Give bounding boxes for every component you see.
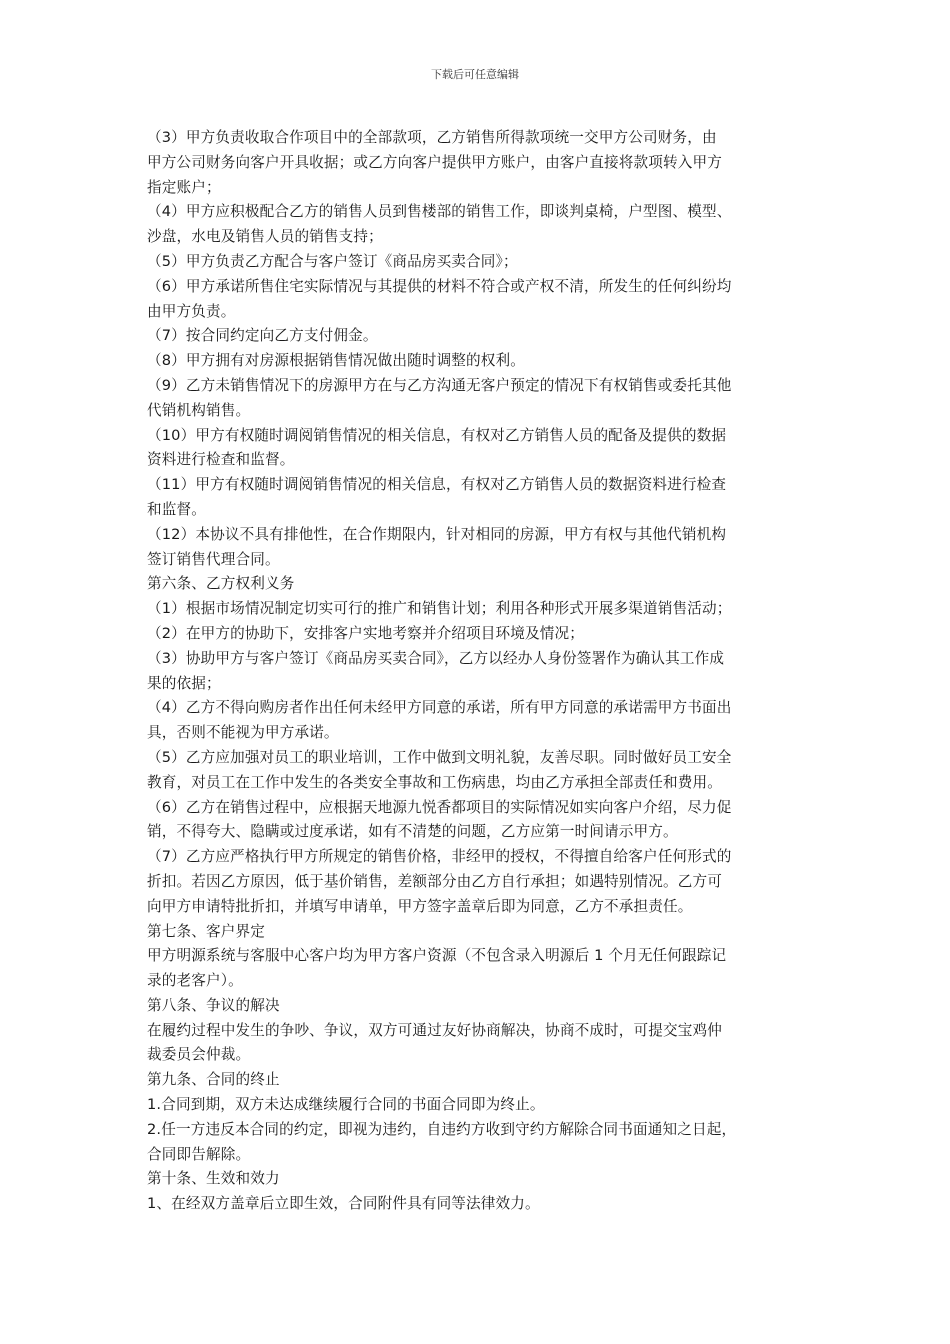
page-header-note: 下载后可任意编辑 (431, 68, 519, 81)
text-line: 录的老客户）。 (147, 972, 243, 990)
text-line: （5）甲方负责乙方配合与客户签订《商品房买卖合同》； (147, 252, 518, 270)
text-line: 沙盘，水电及销售人员的销售支持； (147, 228, 383, 246)
text-line: 签订销售代理合同。 (147, 550, 280, 568)
text-line: （5）乙方应加强对员工的职业培训，工作中做到文明礼貌，友善尽职。同时做好员工安全 (147, 748, 732, 766)
text-line: 和监督。 (147, 500, 206, 518)
text-line: 在履约过程中发生的争吵、争议，双方可通过友好协商解决，协商不成时，可提交宝鸡仲 (147, 1021, 723, 1039)
text-line: （10）甲方有权随时调阅销售情况的相关信息，有权对乙方销售人员的配备及提供的数据 (147, 426, 727, 444)
text-line: 第六条、乙方权利义务 (147, 575, 295, 593)
text-line: 指定账户； (147, 178, 221, 196)
text-line: 甲方公司财务向客户开具收据；或乙方向客户提供甲方账户，由客户直接将款项转入甲方 (147, 153, 723, 171)
text-line: 销，不得夸大、隐瞒或过度承诺，如有不清楚的问题，乙方应第一时间请示甲方。 (147, 823, 678, 841)
text-line: 代销机构销售。 (147, 401, 251, 419)
text-line: 教育，对员工在工作中发生的各类安全事故和工伤病患，均由乙方承担全部责任和费用。 (147, 773, 723, 791)
text-line: 第九条、合同的终止 (147, 1071, 280, 1089)
text-line: 向甲方申请特批折扣，并填写申请单，甲方签字盖章后即为同意，乙方不承担责任。 (147, 897, 693, 915)
text-line: 甲方明源系统与客服中心客户均为甲方客户资源（不包含录入明源后 1 个月无任何跟踪记 (147, 947, 727, 965)
document-body (147, 126, 813, 1217)
text-line: 第十条、生效和效力 (147, 1170, 280, 1188)
text-line: （6）乙方在销售过程中，应根据天地源九悦香都项目的实际情况如实向客户介绍，尽力促 (147, 798, 732, 816)
text-line: 资料进行检查和监督。 (147, 451, 295, 469)
text-line: （12）本协议不具有排他性，在合作期限内，针对相同的房源，甲方有权与其他代销机构 (147, 525, 727, 543)
text-line: 2.任一方违反本合同的约定，即视为违约，自违约方收到守约方解除合同书面通知之日起， (147, 1120, 737, 1138)
text-line: （7）乙方应严格执行甲方所规定的销售价格，非经甲的授权，不得擅自给客户任何形式的 (147, 848, 732, 866)
text-line: （3）甲方负责收取合作项目中的全部款项，乙方销售所得款项统一交甲方公司财务，由 (147, 129, 717, 146)
text-line: （4）乙方不得向购房者作出任何未经甲方同意的承诺，所有甲方同意的承诺需甲方书面出 (147, 699, 732, 717)
text-line: （4）甲方应积极配合乙方的销售人员到售楼部的销售工作，即谈判桌椅，户型图、模型、 (147, 203, 732, 221)
text-line: （3）协助甲方与客户签订《商品房买卖合同》，乙方以经办人身份签署作为确认其工作成 (147, 649, 725, 667)
text-line: （9）乙方未销售情况下的房源甲方在与乙方沟通无客户预定的情况下有权销售或委托其他 (147, 376, 732, 394)
text-line: （8）甲方拥有对房源根据销售情况做出随时调整的权利。 (147, 352, 526, 370)
text-line: （11）甲方有权随时调阅销售情况的相关信息，有权对乙方销售人员的数据资料进行检查 (147, 476, 727, 494)
text-line: 1.合同到期，双方未达成继续履行合同的书面合同即为终止。 (147, 1096, 545, 1114)
text-line: （7）按合同约定向乙方支付佣金。 (147, 327, 378, 345)
text-line: 合同即告解除。 (147, 1145, 251, 1163)
text-line: 由甲方负责。 (147, 302, 236, 320)
text-line: （2）在甲方的协助下，安排客户实地考察并介绍项目环境及情况； (147, 624, 585, 642)
text-line: 折扣。若因乙方原因，低于基价销售，差额部分由乙方自行承担；如遇特别情况。乙方可 (147, 872, 723, 890)
text-line: 具，否则不能视为甲方承诺。 (147, 724, 339, 742)
text-line: 第八条、争议的解决 (147, 996, 280, 1014)
text-line: （6）甲方承诺所售住宅实际情况与其提供的材料不符合或产权不清，所发生的任何纠纷均 (147, 277, 732, 295)
text-line: 裁委员会仲裁。 (147, 1046, 251, 1064)
text-line: 1、在经双方盖章后立即生效，合同附件具有同等法律效力。 (147, 1195, 540, 1213)
text-line: （1）根据市场情况制定切实可行的推广和销售计划；利用各种形式开展多渠道销售活动； (147, 600, 732, 618)
text-line: 第七条、客户界定 (147, 922, 265, 940)
text-line: 果的依据； (147, 674, 221, 692)
